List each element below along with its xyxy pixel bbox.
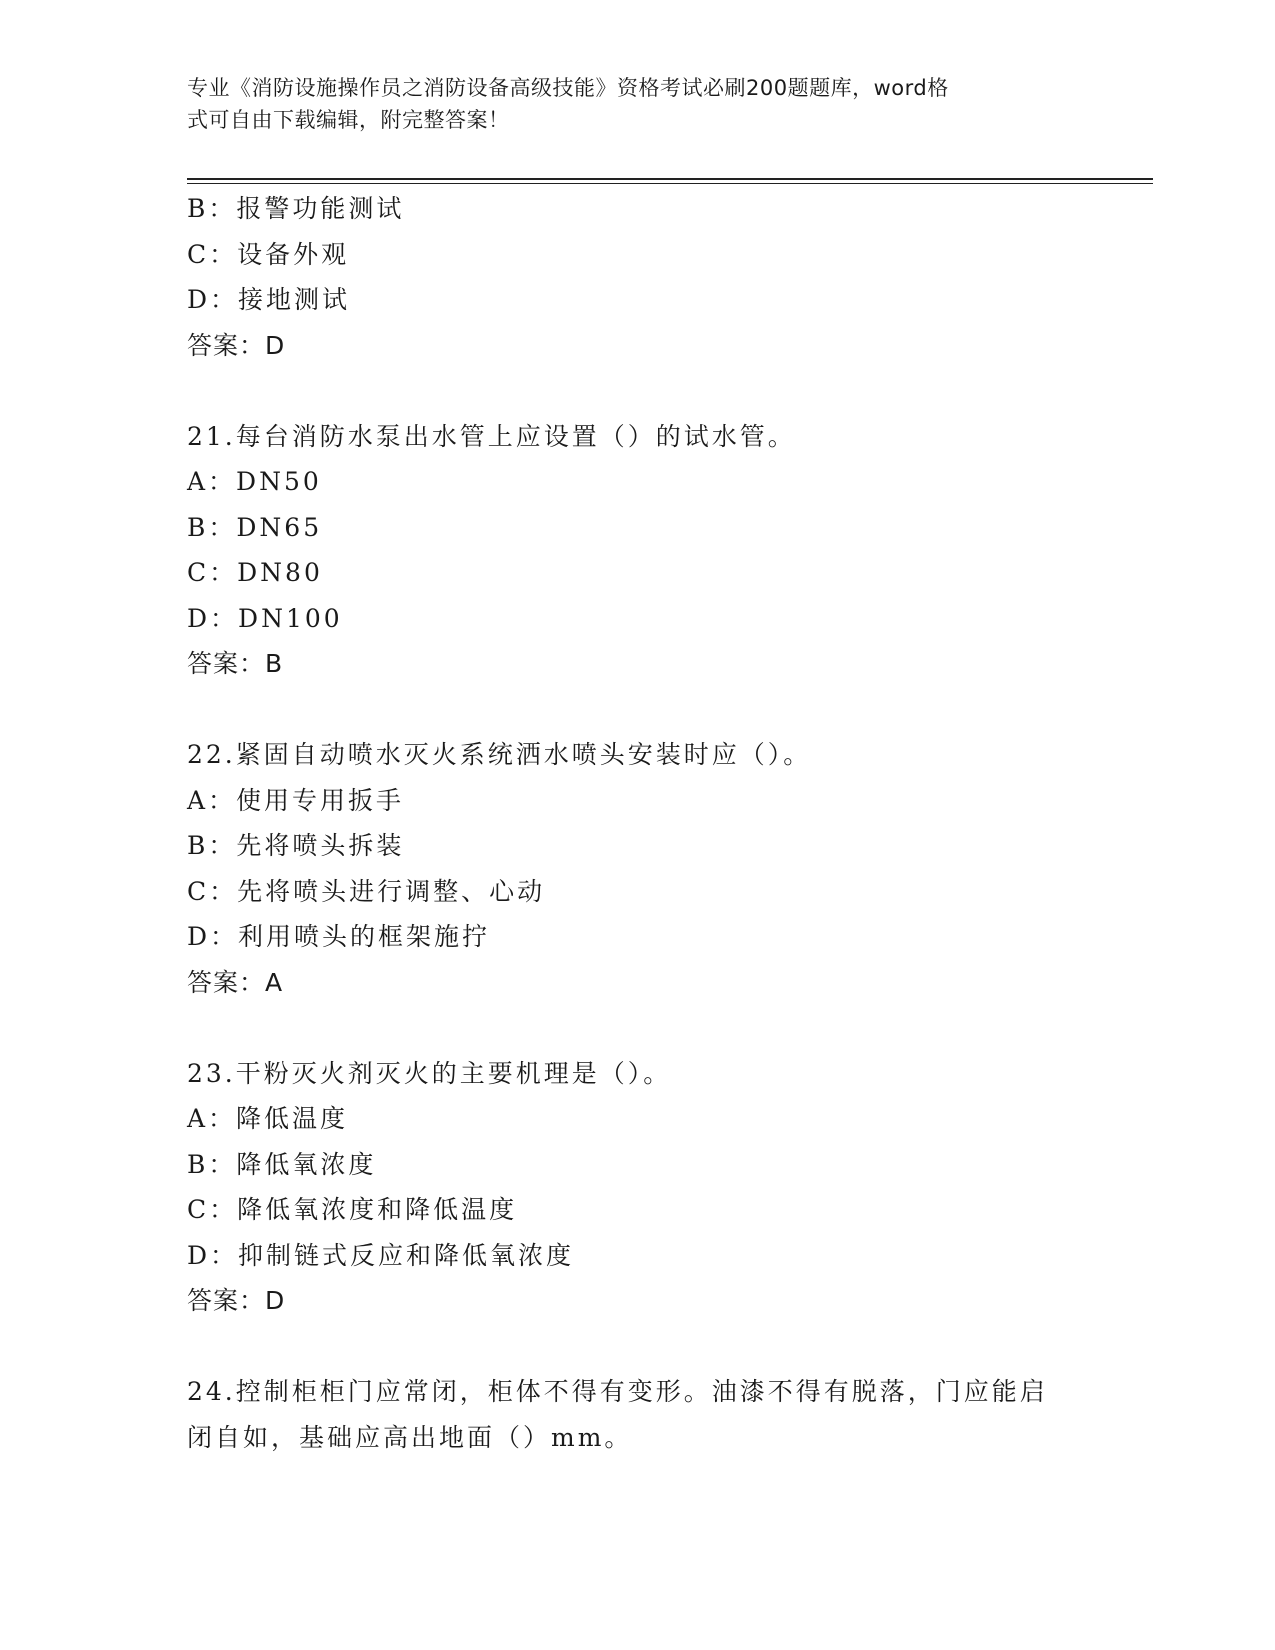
option-c: C：DN80: [187, 558, 323, 587]
question-text: 21.每台消防水泵出水管上应设置（）的试水管。: [187, 421, 796, 451]
document-header: [187, 72, 1067, 136]
question-text: 23.干粉灭火剂灭火的主要机理是（）。: [187, 1058, 672, 1088]
header-divider: [187, 178, 1153, 180]
question-text-line-1: 24.控制柜柜门应常闭，柜体不得有变形。油漆不得有脱落，门应能启: [187, 1377, 1048, 1406]
answer-line: 答案：B: [187, 649, 284, 678]
option-d: D：DN100: [187, 603, 343, 633]
option-d: D：抑制链式反应和降低氧浓度: [187, 1240, 575, 1270]
question-text-line-2: 闭自如，基础应高出地面（）mm。: [187, 1422, 633, 1452]
question-21: [187, 414, 1087, 687]
question-24: [187, 1369, 1087, 1460]
option-c: C：先将喷头进行调整、心动: [187, 876, 546, 906]
question-continued: [187, 186, 1087, 368]
option-c: C：降低氧浓度和降低温度: [187, 1195, 518, 1224]
question-22: [187, 732, 1087, 1005]
option-a: A：DN50: [187, 467, 322, 496]
option-a: A：降低温度: [187, 1104, 349, 1133]
question-23: [187, 1051, 1087, 1324]
option-d: D：利用喷头的框架施拧: [187, 922, 491, 951]
option-b: B：降低氧浓度: [187, 1149, 377, 1179]
option-d: D：接地测试: [187, 285, 351, 314]
answer-line: 答案：A: [187, 967, 284, 997]
option-a: A：使用专用扳手: [187, 785, 405, 815]
option-c: C：设备外观: [187, 239, 350, 269]
answer-line: 答案：D: [187, 1286, 286, 1315]
header-line-2: 式可自由下载编辑，附完整答案！: [187, 108, 510, 132]
answer-line: 答案：D: [187, 330, 286, 360]
option-b: B：先将喷头拆装: [187, 831, 405, 860]
header-divider-secondary: [187, 183, 1153, 184]
option-b: B：DN65: [187, 512, 323, 542]
option-b: B：报警功能测试: [187, 194, 405, 223]
header-line-1: 专业《消防设施操作员之消防设备高级技能》资格考试必刷200题题库，word格: [187, 76, 949, 100]
question-list: [187, 186, 1087, 1460]
question-text: 22.紧固自动喷水灭火系统洒水喷头安装时应（）。: [187, 740, 812, 769]
